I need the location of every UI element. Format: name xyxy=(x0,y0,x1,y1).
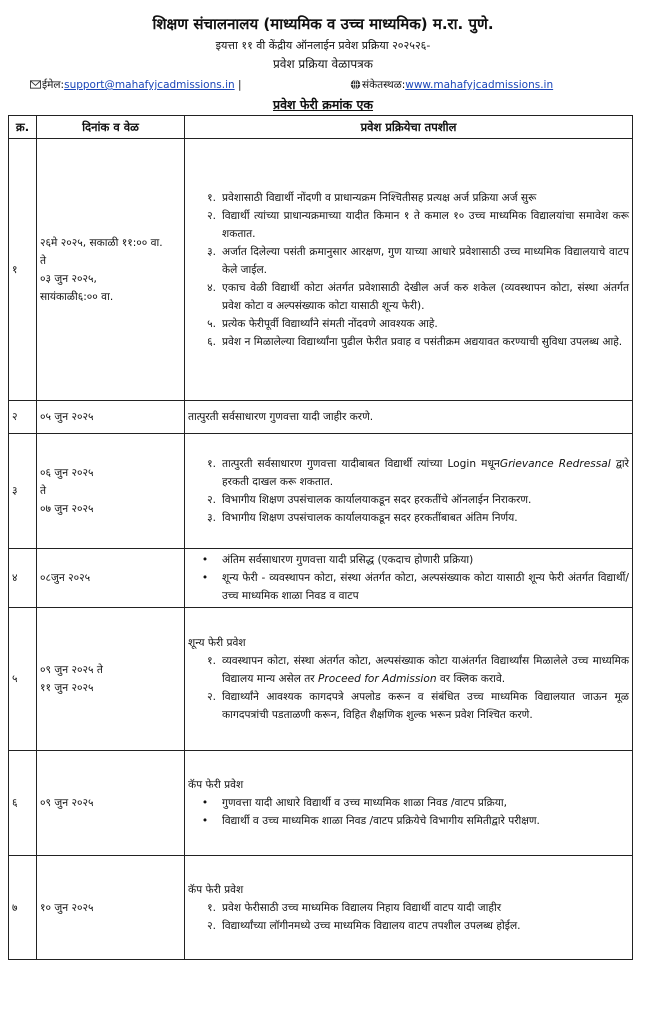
contact-row xyxy=(8,77,638,93)
date-line: ०९ जुन २०२५ xyxy=(40,797,94,809)
table-row xyxy=(9,549,633,608)
bullet-icon: • xyxy=(201,554,209,566)
page-title: शिक्षण संचालनालय (माध्यमिक व उच्च माध्यमिक) म.रा. पुणे. xyxy=(152,15,494,33)
step-number: ६. xyxy=(207,335,216,348)
list-item xyxy=(188,207,629,243)
list-item xyxy=(188,509,629,527)
list-item xyxy=(188,491,629,509)
step-list xyxy=(188,899,629,935)
row-details xyxy=(185,549,633,608)
step-list xyxy=(188,455,629,527)
step-text: विद्यार्थ्यांच्या लॉगीनमध्ये उच्च माध्यमिक विद्यालय वाटप तपशील उपलब्ध होईल. xyxy=(222,919,521,932)
step-text-part: व्यवस्थापन कोटा, संस्था अंतर्गत कोटा, अल्पसंख्याक कोटा याअंतर्गत विद्यार्थ्यांस मिळालेले उच्च माध्यमिक विद्यालय मान्य असेल तर xyxy=(222,655,629,685)
bullet-text: शून्य फेरी - व्यवस्थापन कोटा, संस्था अंतर्गत कोटा, अल्पसंख्याक कोटा यासाठी शून्य फेरी अंतर्गत विद्यार्थी/उच्च माध्यमिक शाळा निवड व वाटप xyxy=(222,572,629,602)
row-number: २ xyxy=(9,401,37,434)
bullet-icon: • xyxy=(201,572,209,584)
step-text xyxy=(222,652,629,688)
step-number: ३. xyxy=(207,245,216,258)
date-line: ०६ जुन २०२५ xyxy=(40,467,94,479)
email-block xyxy=(30,77,242,93)
step-number: १. xyxy=(207,901,216,914)
website-link[interactable]: www.mahafyjcadmissions.in xyxy=(405,79,554,91)
list-item xyxy=(188,315,629,333)
bullet-text: विद्यार्थी व उच्च माध्यमिक शाळा निवड /वाटप प्रक्रियेचे विभागीय समितीद्वारे परीक्षण. xyxy=(222,815,540,827)
list-item xyxy=(188,652,629,688)
table-row xyxy=(9,434,633,549)
step-list xyxy=(188,652,629,724)
row-number: ४ xyxy=(9,549,37,608)
row-date xyxy=(37,549,185,608)
step-number: ५. xyxy=(207,317,216,330)
step-text: विद्यार्थ्यांने आवश्यक कागदपत्रे अपलोड करून व संबंधित उच्च माध्यमिक विद्यालयात जाऊन मूळ कागदपत्रांची पडताळणी करून, विहित शैक्षणिक शुल्क भरून प्रवेश निश्चित करणे. xyxy=(222,691,629,721)
bullet-text: गुणवत्ता यादी आधारे विद्यार्थी व उच्च माध्यमिक शाळा निवड /वाटप प्रक्रिया, xyxy=(222,797,507,809)
date-line: ते xyxy=(40,254,47,267)
bullet-text: अंतिम सर्वसाधारण गुणवत्ता यादी प्रसिद्ध (एकदाच होणारी प्रक्रिया) xyxy=(222,554,474,566)
step-text: अर्जात दिलेल्या पसंती क्रमानुसार आरक्षण, गुण याच्या आधारे प्रवेशासाठी उच्च माध्यमिक विद्यालयाचे वाटप केले जाईल. xyxy=(222,245,629,276)
header-sr-no: क्र. xyxy=(9,116,37,139)
email-icon xyxy=(30,79,41,90)
step-number: २. xyxy=(207,209,216,222)
step-number: १. xyxy=(207,191,216,204)
row-date xyxy=(37,751,185,856)
row-text: तात्पुरती सर्वसाधारण गुणवत्ता यादी जाहीर करणे. xyxy=(188,411,374,423)
row-date xyxy=(37,856,185,960)
header-date-time: दिनांक व वेळ xyxy=(37,116,185,139)
table-row xyxy=(9,608,633,751)
step-number: २. xyxy=(207,691,216,703)
list-item xyxy=(188,569,629,605)
row-date xyxy=(37,401,185,434)
step-text: प्रवेश न मिळालेल्या विद्यार्थ्यांना पुढील फेरीत प्रवाह व पसंतीक्रम अद्ययावत करण्याची सुविधा उपलब्ध आहे. xyxy=(222,335,623,348)
row-details xyxy=(185,856,633,960)
row-heading: कॅप फेरी प्रवेश xyxy=(188,779,244,791)
row-details xyxy=(185,608,633,751)
date-line: १० जुन २०२५ xyxy=(40,901,94,914)
row-number: ५ xyxy=(9,608,37,751)
date-line: ०७ जुन २०२५ xyxy=(40,503,94,515)
list-item xyxy=(188,455,629,491)
table-row xyxy=(9,401,633,434)
document-header xyxy=(8,14,638,73)
schedule-heading: प्रवेश प्रक्रिया वेळापत्रक xyxy=(272,57,374,71)
step-text: विद्यार्थी त्यांच्या प्राधान्यक्रमाच्या यादीत किमान १ ते कमाल १० उच्च माध्यमिक विद्यालयांचा समावेश करू शकतात. xyxy=(222,209,629,240)
table-row xyxy=(9,856,633,960)
list-item xyxy=(188,794,629,812)
table-row xyxy=(9,751,633,856)
table-row xyxy=(9,139,633,401)
globe-icon xyxy=(350,79,361,90)
row-number: ३ xyxy=(9,434,37,549)
date-line: ०९ जुन २०२५ ते xyxy=(40,664,103,676)
email-link[interactable]: support@mahafyjcadmissions.in xyxy=(64,79,235,91)
website-block xyxy=(350,77,553,93)
step-number: ४. xyxy=(207,281,216,294)
bullet-icon: • xyxy=(201,797,209,809)
list-item xyxy=(188,243,629,279)
table-header-row xyxy=(9,116,633,139)
header-details: प्रवेश प्रक्रियेचा तपशील xyxy=(185,116,633,139)
row-details xyxy=(185,401,633,434)
step-number: १. xyxy=(207,655,216,667)
list-item xyxy=(188,899,629,917)
row-details xyxy=(185,434,633,549)
list-item xyxy=(188,189,629,207)
step-number: १. xyxy=(207,458,216,470)
row-date xyxy=(37,139,185,401)
row-details xyxy=(185,139,633,401)
row-number: ६ xyxy=(9,751,37,856)
step-number: २. xyxy=(207,919,216,932)
date-line: सायंकाळी६:०० वा. xyxy=(40,290,114,303)
step-text xyxy=(222,455,629,491)
step-text-part: वर क्लिक करावे. xyxy=(436,673,506,685)
list-item xyxy=(188,333,629,351)
step-text: प्रवेश फेरीसाठी उच्च माध्यमिक विद्यालय निहाय विद्यार्थी वाटप यादी जाहीर xyxy=(222,901,502,914)
list-item xyxy=(188,917,629,935)
list-item xyxy=(188,279,629,315)
row-heading: कॅप फेरी प्रवेश xyxy=(188,883,244,896)
email-label: ईमेल: xyxy=(42,79,65,91)
list-item xyxy=(188,551,629,569)
step-list xyxy=(188,189,629,351)
step-text: प्रत्येक फेरीपूर्वी विद्यार्थ्यांने संमती नोंदवणे आवश्यक आहे. xyxy=(222,317,438,330)
date-line: ०३ जुन २०२५, xyxy=(40,272,97,285)
date-line: ११ जुन २०२५ xyxy=(40,682,94,694)
date-line: २६मे २०२५, सकाळी ११:०० वा. xyxy=(40,236,163,249)
bullet-list xyxy=(188,794,629,830)
page-subtitle: इयत्ता ११ वी केंद्रीय ऑनलाईन प्रवेश प्रक्रिया २०२५२६- xyxy=(215,39,431,52)
step-text: विभागीय शिक्षण उपसंचालक कार्यालयाकडून सदर हरकतींबाबत अंतिम निर्णय. xyxy=(222,512,518,524)
website-label: संकेतस्थळ: xyxy=(362,79,406,91)
step-text: विभागीय शिक्षण उपसंचालक कार्यालयाकडून सदर हरकतींचे ऑनलाईन निराकरण. xyxy=(222,494,532,506)
bullet-icon: • xyxy=(201,815,209,827)
row-number: १ xyxy=(9,139,37,401)
bullet-list xyxy=(188,551,629,605)
step-text: एकाच वेळी विद्यार्थी कोटा अंतर्गत प्रवेशासाठी देखील अर्ज करु शकेल (व्यवस्थापन कोटा, संस्था अंतर्गत प्रवेश कोटा व अल्पसंख्याक कोटा यासाठी शून्य फेरी). xyxy=(222,281,629,312)
row-details xyxy=(185,751,633,856)
row-number: ७ xyxy=(9,856,37,960)
date-line: ते xyxy=(40,485,47,497)
step-text-part: द्वारे हरकती दाखल करू शकतात. xyxy=(222,458,629,488)
schedule-table xyxy=(8,115,633,960)
list-item xyxy=(188,812,629,830)
step-number: ३. xyxy=(207,512,216,524)
date-line: ०८जुन २०२५ xyxy=(40,572,91,584)
step-number: २. xyxy=(207,494,216,506)
email-separator: | xyxy=(237,79,242,91)
step-text: प्रवेशासाठी विद्यार्थी नोंदणी व प्राधान्यक्रम निश्चितीसह प्रत्यक्ष अर्ज प्रक्रिया अर्ज सुरू xyxy=(222,191,537,204)
step-emphasis: Proceed for Admission xyxy=(318,673,437,685)
round-title: प्रवेश फेरी क्रमांक एक xyxy=(272,97,374,112)
row-heading: शून्य फेरी प्रवेश xyxy=(188,637,246,649)
date-line: ०५ जुन २०२५ xyxy=(40,411,94,423)
row-date xyxy=(37,608,185,751)
step-emphasis: Grievance Redressal xyxy=(499,458,611,470)
step-text-part: तात्पुरती सर्वसाधारण गुणवत्ता यादीबाबत विद्यार्थी त्यांच्या Login मधून xyxy=(222,458,500,470)
list-item xyxy=(188,688,629,724)
row-date xyxy=(37,434,185,549)
